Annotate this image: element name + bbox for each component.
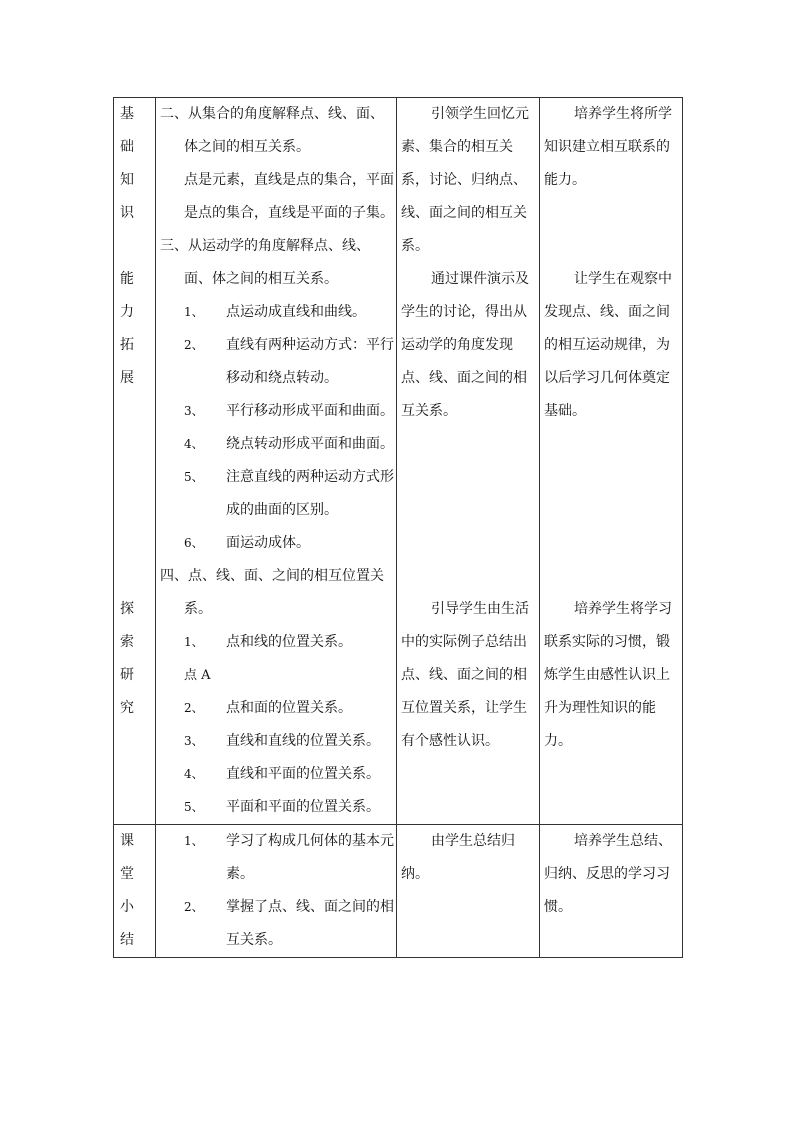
list-text: 直线和直线的位置关系。 [226, 733, 380, 749]
list-item [156, 461, 396, 527]
content-note: 点 A [184, 668, 211, 683]
list-text: 平行移动形成平面和曲面。 [226, 403, 394, 419]
teacher-activity-text: 通过课件演示及学生的讨论，得出从运动学的角度发现点、线、面之间的相互关系。 [401, 271, 529, 419]
list-number: 2、 [184, 900, 204, 914]
list-number: 5、 [184, 800, 204, 814]
content-text: 点是元素，直线是点的集合，平面是点的集合，直线是平面的子集。 [184, 172, 394, 221]
content-heading: 二、从集合的角度解释点、线、面、体之间的相互关系。 [160, 106, 384, 155]
list-item [156, 626, 396, 659]
list-item [156, 692, 396, 725]
list-item [156, 395, 396, 428]
list-text: 点和面的位置关系。 [226, 700, 352, 716]
list-number: 1、 [184, 635, 204, 649]
content-heading: 三、从运动学的角度解释点、线、面、体之间的相互关系。 [160, 238, 370, 287]
section-label-cell [114, 98, 156, 825]
teacher-activity-text: 引导学生由生活中的实际例子总结出点、线、面之间的相互位置关系，让学生有个感性认识。 [401, 601, 529, 749]
list-number: 1、 [184, 305, 204, 319]
teacher-activity-cell [397, 98, 540, 825]
list-number: 2、 [184, 701, 204, 715]
list-number: 4、 [184, 767, 204, 781]
list-text: 掌握了点、线、面之间的相互关系。 [226, 899, 394, 948]
list-item [156, 758, 396, 791]
design-intent-text: 培养学生总结、归纳、反思的学习习惯。 [544, 833, 672, 915]
list-number: 2、 [184, 338, 204, 352]
design-intent-cell [540, 825, 683, 958]
list-item [156, 329, 396, 395]
section-label-cell [114, 825, 156, 958]
list-number: 4、 [184, 437, 204, 451]
teacher-activity-text: 引领学生回忆元素、集合的相互关系，讨论、归纳点、线、面之间的相互关系。 [401, 106, 529, 254]
list-text: 点和线的位置关系。 [226, 634, 352, 650]
list-text: 直线有两种运动方式：平行移动和绕点转动。 [226, 337, 394, 386]
list-text: 面运动成体。 [226, 535, 310, 551]
teacher-activity-text: 由学生总结归纳。 [401, 833, 515, 882]
lesson-plan-table [113, 97, 683, 958]
section-label: 基础知识 [120, 106, 136, 221]
table-row [114, 98, 683, 825]
section-label: 课堂小结 [120, 833, 136, 948]
list-text: 直线和平面的位置关系。 [226, 766, 380, 782]
design-intent-text: 让学生在观察中发现点、线、面之间的相互运动规律，为以后学习几何体奠定基础。 [544, 271, 672, 419]
list-item [156, 791, 396, 824]
list-text: 点运动成直线和曲线。 [226, 304, 366, 320]
list-item [156, 296, 396, 329]
list-item [156, 428, 396, 461]
content-heading: 四、点、线、面、之间的相互位置关系。 [160, 568, 384, 617]
list-text: 注意直线的两种运动方式形成的曲面的区别。 [226, 469, 394, 518]
list-text: 平面和平面的位置关系。 [226, 799, 380, 815]
content-cell [156, 98, 397, 825]
list-text: 绕点转动形成平面和曲面。 [226, 436, 394, 452]
list-text: 学习了构成几何体的基本元素。 [226, 833, 394, 882]
design-intent-text: 培养学生将所学知识建立相互联系的能力。 [544, 106, 672, 188]
table-row [114, 825, 683, 958]
list-number: 3、 [184, 404, 204, 418]
section-label: 能力拓展 [120, 271, 136, 386]
list-number: 5、 [184, 470, 204, 484]
list-item [156, 825, 396, 891]
list-number: 1、 [184, 834, 204, 848]
list-item [156, 725, 396, 758]
list-number: 6、 [184, 536, 204, 550]
content-cell [156, 825, 397, 958]
teacher-activity-cell [397, 825, 540, 958]
section-label: 探索研究 [120, 601, 136, 716]
list-number: 3、 [184, 734, 204, 748]
design-intent-text: 培养学生将学习联系实际的习惯，锻炼学生由感性认识上升为理性知识的能力。 [544, 601, 672, 749]
design-intent-cell [540, 98, 683, 825]
list-item [156, 891, 396, 957]
list-item [156, 527, 396, 560]
